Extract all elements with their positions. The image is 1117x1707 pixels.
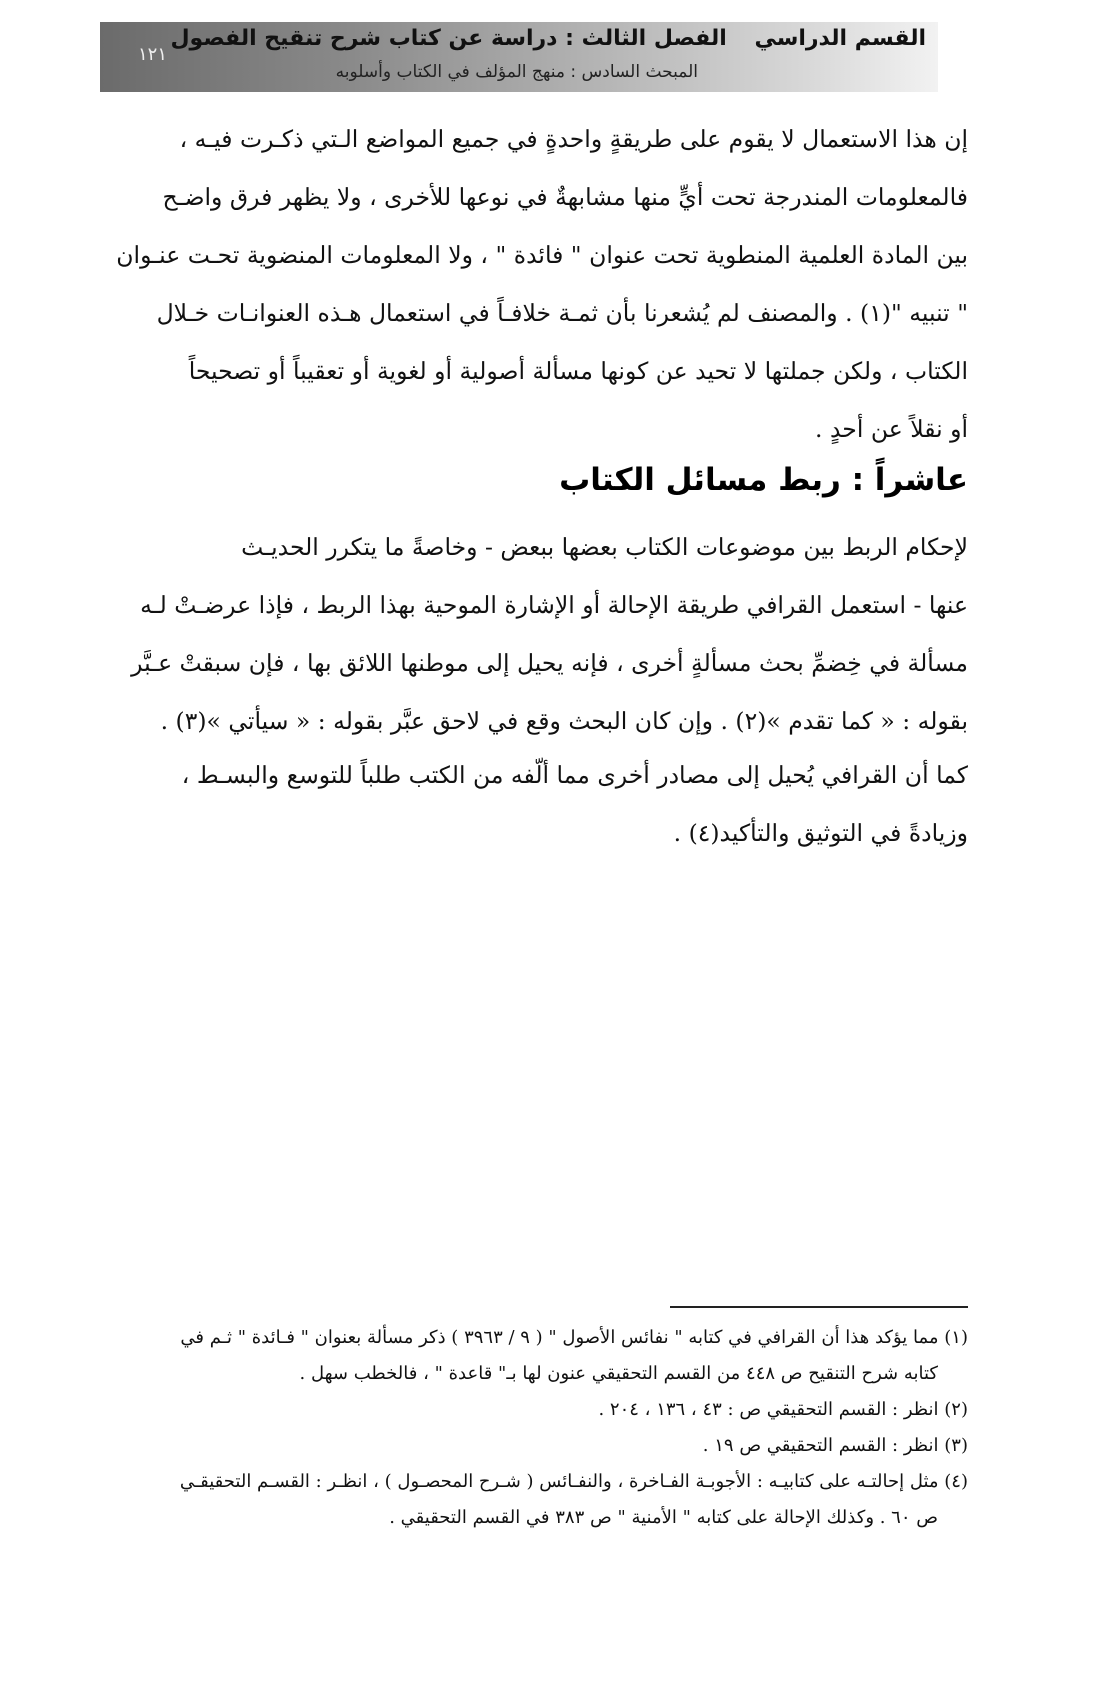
text-line: عنها - استعمل القرافي طريقة الإحالة أو الإشارة الموحية بهذا الربط ، فإذا عرضـتْ لـه bbox=[140, 591, 968, 619]
text-line: فالمعلومات المندرجة تحت أيٍّ منها مشابهةٌ في نوعها للأخرى ، ولا يظهر فرق واضـح bbox=[162, 183, 968, 211]
text-line: لإحكام الربط بين موضوعات الكتاب بعضها ببعض - وخاصةً ما يتكرر الحديـث bbox=[241, 533, 968, 561]
header-section: القسم الدراسي bbox=[754, 26, 926, 51]
footnote-divider bbox=[670, 1306, 968, 1308]
text-line: كما أن القرافي يُحيل إلى مصادر أخرى مما ألّفه من الكتب طلباً للتوسع والبسـط ، bbox=[181, 761, 968, 789]
page-number: ١٢١ bbox=[138, 44, 168, 65]
footnote-line: (٣) انظر : القسم التحقيقي ص ١٩ . bbox=[702, 1435, 968, 1456]
footnote-line: (١) مما يؤكد هذا أن القرافي في كتابه " نفائس الأصول " ( ٩ / ٣٩٦٣ ) ذكر مسألة بعنوان " فـائدة " ثـم في bbox=[180, 1327, 968, 1348]
section-heading: عاشراً : ربط مسائل الكتاب bbox=[559, 462, 968, 498]
text-line: بين المادة العلمية المنطوية تحت عنوان " فائدة " ، ولا المعلومات المنضوية تحـت عنـوان bbox=[116, 241, 968, 269]
footnote-line: (٢) انظر : القسم التحقيقي ص : ٤٣ ، ١٣٦ ، ٢٠٤ . bbox=[598, 1399, 968, 1420]
header-chapter: الفصل الثالث : دراسة عن كتاب شرح تنقيح الفصول bbox=[170, 26, 727, 51]
text-line: أو نقلاً عن أحدٍ . bbox=[815, 415, 968, 443]
running-header bbox=[100, 22, 938, 92]
text-line: " تنبيه "(١) . والمصنف لم يُشعرنا بأن ثمـة خلافـاً في استعمال هـذه العنوانـات خـلال bbox=[156, 299, 968, 327]
footnote-line: ص ٦٠ . وكذلك الإحالة على كتابه " الأمنية " ص ٣٨٣ في القسم التحقيقي . bbox=[389, 1507, 938, 1528]
header-subsection: المبحث السادس : منهج المؤلف في الكتاب وأسلوبه bbox=[335, 62, 698, 82]
footnotes bbox=[113, 1320, 968, 1536]
paragraph-3 bbox=[113, 746, 968, 862]
text-line: مسألة في خِضمِّ بحث مسألةٍ أخرى ، فإنه يحيل إلى موطنها اللائق بها ، فإن سبقتْ عـبَّر bbox=[131, 649, 968, 677]
text-line: وزيادةً في التوثيق والتأكيد(٤) . bbox=[673, 819, 968, 847]
footnote-line: (٤) مثل إحالتـه على كتابيـه : الأجوبـة الفـاخرة ، والنفـائس ( شـرح المحصـول ) ، انظـر : القسـم التحقيقـي bbox=[179, 1471, 968, 1492]
paragraph-2 bbox=[113, 518, 968, 750]
text-line: الكتاب ، ولكن جملتها لا تحيد عن كونها مسألة أصولية أو لغوية أو تعقيباً أو تصحيحاً bbox=[188, 357, 968, 385]
header-title-row bbox=[170, 26, 926, 51]
text-line: بقوله : « كما تقدم »(٢) . وإن كان البحث وقع في لاحق عبَّر بقوله : « سيأتي »(٣) . bbox=[160, 707, 968, 735]
text-line: إن هذا الاستعمال لا يقوم على طريقةٍ واحدةٍ في جميع المواضع الـتي ذكـرت فيـه ، bbox=[179, 125, 968, 153]
footnote-line: كتابه شرح التنقيح ص ٤٤٨ من القسم التحقيقي عنون لها بـ" قاعدة " ، فالخطب سهل . bbox=[299, 1363, 938, 1384]
paragraph-1 bbox=[113, 110, 968, 458]
